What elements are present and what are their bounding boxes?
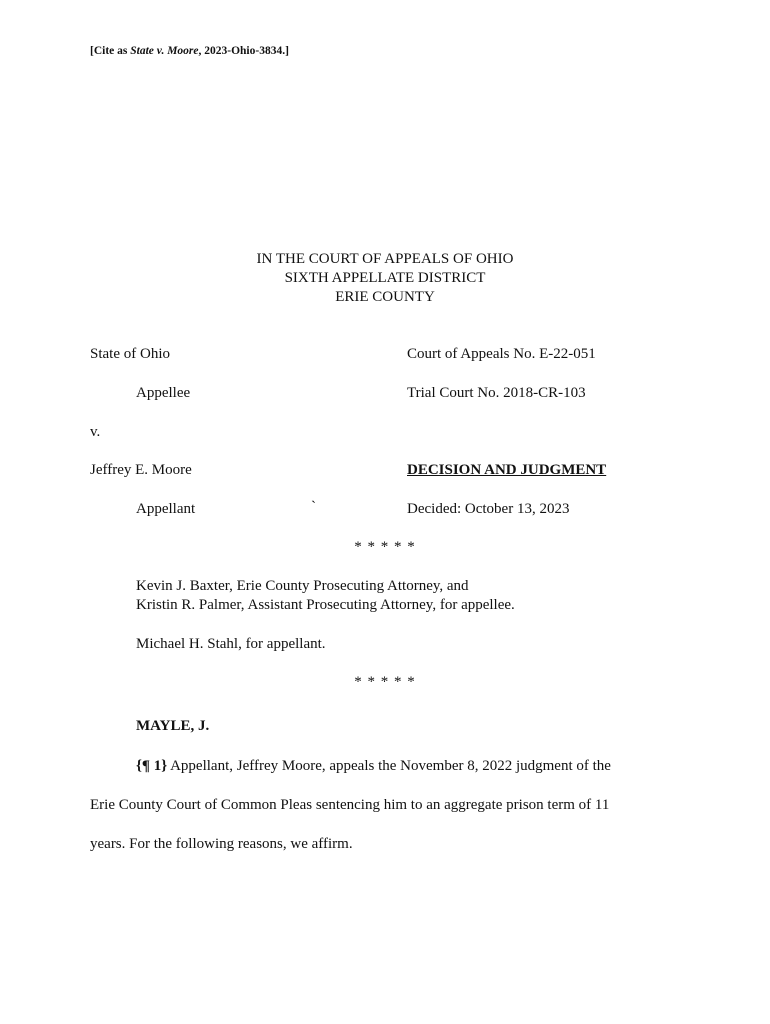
counsel-appellant: Michael H. Stahl, for appellant. — [136, 636, 326, 652]
decision-title: DECISION AND JUDGMENT — [407, 462, 607, 478]
citation-line — [90, 45, 289, 57]
paragraph-1-line3: years. For the following reasons, we affirm. — [90, 836, 353, 852]
citation-case-name: State v. Moore — [130, 45, 199, 57]
decided-date: Decided: October 13, 2023 — [407, 501, 570, 517]
paragraph-text: Appellant, Jeffrey Moore, appeals the November 8, 2022 judgment of the — [167, 758, 611, 774]
counsel-appellee-line2: Kristin R. Palmer, Assistant Prosecuting Attorney, for appellee. — [136, 597, 515, 613]
appellee-role: Appellee — [136, 385, 191, 401]
appeals-case-number: Court of Appeals No. E-22-051 — [407, 346, 596, 362]
paragraph-1-line1 — [136, 758, 611, 775]
citation-prefix: [Cite as — [90, 45, 131, 57]
appellee-party: State of Ohio — [90, 346, 170, 362]
separator-top: * * * * * — [354, 539, 416, 555]
appellant-party: Jeffrey E. Moore — [90, 462, 192, 478]
court-header — [0, 250, 770, 307]
judge-name: MAYLE, J. — [136, 718, 210, 734]
paragraph-1-line2: Erie County Court of Common Pleas sentencing him to an aggregate prison term of 11 — [90, 797, 610, 813]
stray-mark: ` — [311, 499, 316, 515]
versus: v. — [90, 424, 101, 440]
county-name: ERIE COUNTY — [335, 289, 435, 305]
citation-suffix: , 2023-Ohio-3834.] — [198, 45, 289, 57]
district-name: SIXTH APPELLATE DISTRICT — [284, 270, 486, 286]
counsel-appellee-line1: Kevin J. Baxter, Erie County Prosecuting Attorney, and — [136, 578, 469, 594]
trial-case-number: Trial Court No. 2018-CR-103 — [407, 385, 586, 401]
separator-bottom: * * * * * — [354, 674, 416, 690]
appellant-role: Appellant — [136, 501, 196, 517]
paragraph-marker: {¶ 1} — [136, 758, 168, 774]
court-name: IN THE COURT OF APPEALS OF OHIO — [256, 251, 514, 267]
